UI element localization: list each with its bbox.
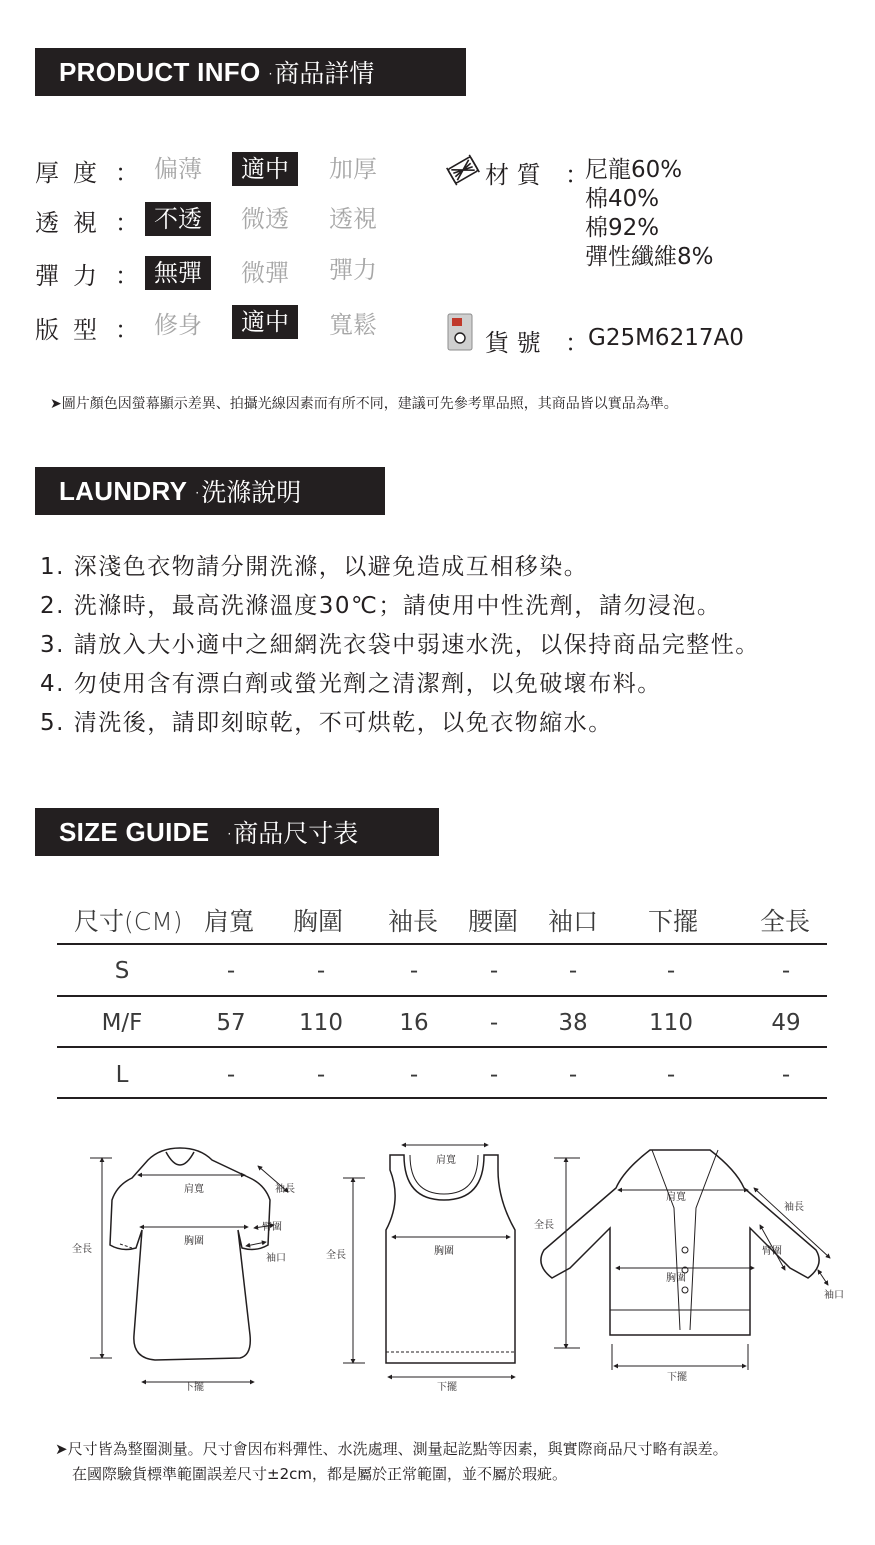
material-value: 棉92% [585,215,660,241]
option-selected: 無彈 [145,256,211,290]
material-value: 尼龍60% [585,157,683,183]
attribute-colon: ： [115,209,139,237]
size-footnote: 在國際驗貨標準範圍誤差尺寸±2cm，都是屬於正常範圍，並不屬於瑕疵。 [72,1465,567,1483]
attribute-label: 彈力 [35,262,111,290]
option: 微透 [241,205,289,233]
diagram-label: 全長 [326,1250,346,1261]
table-cell: S [114,958,130,984]
table-cell: - [489,1010,499,1036]
option-selected: 適中 [232,152,298,186]
table-cell: - [316,1062,326,1088]
table-cell: - [568,1062,578,1088]
table-cell: L [115,1062,129,1088]
diagram-label: 臂圍 [262,1222,282,1233]
table-divider [57,1097,827,1099]
table-cell: 16 [399,1010,429,1036]
diagram-label: 下擺 [667,1372,687,1383]
color-disclaimer: ➤圖片顏色因螢幕顯示差異、拍攝光線因素而有所不同，建議可先參考單品照，其商品皆以實品為準。 [50,396,678,412]
laundry-item: 5. 清洗後，請即刻晾乾，不可烘乾，以免衣物縮水。 [40,710,613,736]
laundry-item: 1. 深淺色衣物請分開洗滌，以避免造成互相移染。 [40,554,589,580]
attribute-label: 透視 [35,209,111,237]
size-table-header: 袖口 [548,907,599,936]
material-label: 材 質 [485,161,541,189]
size-table-header: 下擺 [648,907,699,936]
table-cell: M/F [101,1010,143,1036]
diagram-label: 袖口 [266,1253,286,1264]
table-cell: - [226,1062,236,1088]
table-cell: - [781,1062,791,1088]
product-info-title-en: PRODUCT INFO [59,56,261,87]
table-cell: 49 [771,1010,801,1036]
size-table-header: 袖長 [388,907,439,936]
diagram-label: 下擺 [437,1382,457,1393]
option: 微彈 [241,259,289,287]
table-cell: 110 [299,1010,343,1036]
size-table-header: 全長 [760,907,811,936]
measurement-diagrams [60,1130,850,1410]
size-guide-banner [35,808,439,856]
laundry-title-zh: ·洗滌說明 [193,478,302,507]
diagram-label: 全長 [534,1220,554,1231]
tank-top-diagram [343,1145,515,1377]
table-cell: 110 [649,1010,693,1036]
option: 寬鬆 [329,311,377,339]
option: 修身 [154,311,202,339]
option: 偏薄 [154,155,202,183]
size-table-header: 胸圍 [293,907,344,936]
table-cell: - [409,1062,419,1088]
table-cell: - [226,958,236,984]
table-divider [57,943,827,945]
diagram-label: 袖長 [275,1184,295,1195]
material-value: 棉40% [585,186,660,212]
laundry-title-en: LAUNDRY [59,475,188,506]
size-table-header: 肩寬 [204,907,255,936]
size-guide-title-en: SIZE GUIDE [59,816,210,847]
material-values [585,156,714,272]
option: 透視 [329,205,377,233]
material-colon: ： [565,161,589,189]
attribute-colon: ： [115,159,139,187]
product-info-banner [35,48,466,96]
laundry-item: 4. 勿使用含有漂白劑或螢光劑之清潔劑，以免破壞布料。 [40,671,662,697]
attribute-label: 厚度 [35,159,111,187]
diagram-label: 胸圍 [434,1246,454,1257]
item-no-value: G25M6217A0 [588,325,744,351]
option: 彈力 [329,256,377,284]
table-divider [57,995,827,997]
diagram-label: 袖長 [784,1202,804,1213]
diagram-label: 肩寬 [666,1192,686,1203]
table-cell: - [409,958,419,984]
size-table-header: 尺寸(CM) [74,907,183,936]
option-selected: 不透 [145,202,211,236]
table-cell: - [781,958,791,984]
table-cell: - [666,1062,676,1088]
diagram-label: 下擺 [184,1382,204,1393]
attribute-colon: ： [115,262,139,290]
option: 加厚 [329,155,377,183]
attribute-label: 版型 [35,316,111,344]
table-cell: - [666,958,676,984]
table-cell: - [316,958,326,984]
attribute-colon: ： [115,316,139,344]
table-cell: - [489,1062,499,1088]
item-no-colon: ： [565,329,589,357]
diagram-label: 全長 [72,1244,92,1255]
diagram-label: 臂圍 [762,1246,782,1257]
laundry-item: 2. 洗滌時，最高洗滌溫度30℃；請使用中性洗劑，請勿浸泡。 [40,593,722,619]
diagram-label: 胸圍 [666,1273,686,1284]
option-selected: 適中 [232,305,298,339]
material-value: 彈性纖維8% [585,244,714,270]
item-no-label: 貨 號 [485,329,541,357]
size-guide-title-zh: ·商品尺寸表 [225,819,359,848]
thread-spool-icon [443,153,483,187]
diagram-label: 肩寬 [436,1155,456,1166]
diagram-label: 肩寬 [184,1184,204,1195]
laundry-banner [35,467,385,515]
table-cell: 57 [216,1010,246,1036]
tag-icon [445,312,475,352]
diagram-label: 袖口 [824,1290,844,1301]
table-cell: - [489,958,499,984]
product-info-title-zh: ·商品詳情 [266,59,375,88]
size-footnote: ➤尺寸皆為整圈測量。尺寸會因布料彈性、水洗處理、測量起訖點等因素，與實際商品尺寸略有誤差。 [55,1440,728,1458]
laundry-item: 3. 請放入大小適中之細網洗衣袋中弱速水洗，以保持商品完整性。 [40,632,760,658]
cardigan-diagram [541,1150,830,1370]
table-cell: 38 [558,1010,588,1036]
diagram-label: 胸圍 [184,1236,204,1247]
table-divider [57,1046,827,1048]
table-cell: - [568,958,578,984]
size-table-header: 腰圍 [468,907,519,936]
